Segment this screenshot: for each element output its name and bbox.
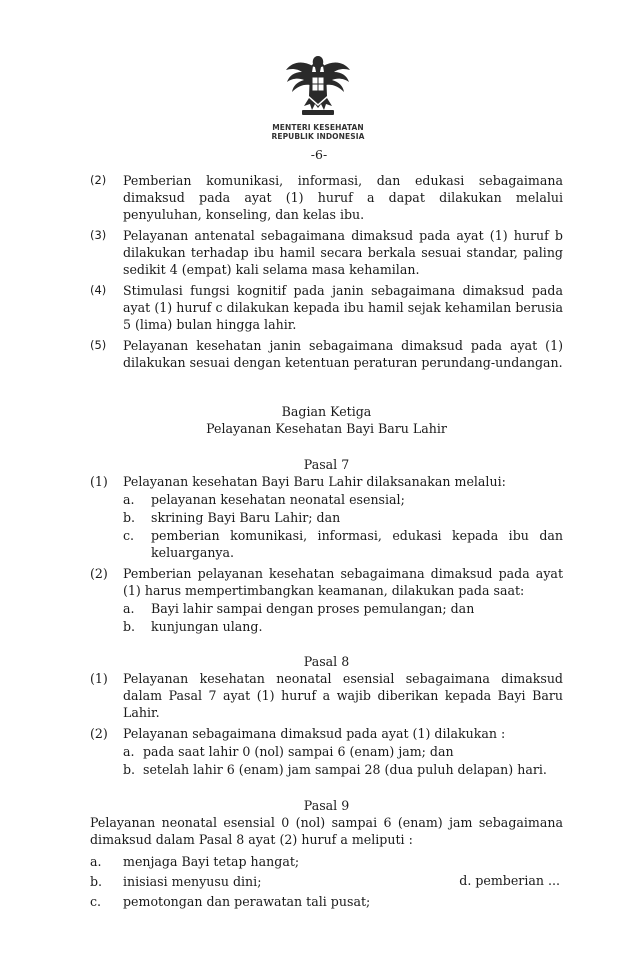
sub-item bbox=[123, 743, 563, 760]
sub-text: menjaga Bayi tetap hangat; bbox=[123, 854, 300, 869]
sub-label: b. bbox=[123, 762, 136, 777]
item-text: Pelayanan sebagaimana dimaksud pada ayat (1) dilakukan : bbox=[123, 726, 506, 741]
sub-label: c. bbox=[90, 894, 102, 909]
continuation-text: d. pemberian ... bbox=[459, 873, 560, 888]
pasal-8-heading: Pasal 8 bbox=[303, 654, 350, 669]
item-number: (5) bbox=[90, 338, 107, 352]
list-item bbox=[90, 725, 563, 742]
item-number: (1) bbox=[90, 474, 108, 489]
sub-item bbox=[123, 491, 563, 508]
list-item bbox=[90, 670, 563, 721]
document-body bbox=[90, 172, 563, 911]
list-item bbox=[90, 565, 563, 599]
sub-label: b. bbox=[123, 619, 136, 634]
pasal-7-heading: Pasal 7 bbox=[303, 457, 350, 472]
sub-label: a. bbox=[123, 601, 135, 616]
item-number: (4) bbox=[90, 283, 107, 297]
sub-text: setelah lahir 6 (enam) jam sampai 28 (dua puluh delapan) hari. bbox=[143, 762, 547, 777]
sub-text: pelayanan kesehatan neonatal esensial; bbox=[151, 492, 405, 507]
sub-list bbox=[123, 600, 563, 635]
sub-text: pemberian komunikasi, informasi, edukasi kepada ibu dan keluarganya. bbox=[151, 528, 563, 560]
pasal-9-intro: Pelayanan neonatal esensial 0 (nol) sampai 6 (enam) jam sebagaimana dimaksud dalam Pasal 8 ayat (2) huruf a meliputi : bbox=[90, 815, 563, 847]
item-number: (2) bbox=[90, 566, 108, 581]
list-item bbox=[90, 227, 563, 278]
list-item bbox=[90, 172, 563, 223]
sub-item bbox=[90, 893, 563, 910]
item-text: Pelayanan antenatal sebagaimana dimaksud pada ayat (1) huruf b dilakukan terhadap ibu hamil secara berkala sesuai standar, paling sedikit 4 (empat) kali selama masa kehamilan. bbox=[123, 228, 563, 277]
sub-label: b. bbox=[123, 510, 136, 525]
sub-label: a. bbox=[123, 744, 135, 759]
sub-text: inisiasi menyusu dini; bbox=[123, 874, 262, 889]
item-number: (1) bbox=[90, 671, 108, 686]
item-text: Pelayanan kesehatan Bayi Baru Lahir dilaksanakan melalui: bbox=[123, 474, 506, 489]
sub-text: pemotongan dan perawatan tali pusat; bbox=[123, 894, 371, 909]
list-item bbox=[90, 337, 563, 371]
sub-list bbox=[123, 491, 563, 561]
section-subtitle: Pelayanan Kesehatan Bayi Baru Lahir bbox=[206, 421, 447, 436]
item-number: (2) bbox=[90, 726, 108, 741]
item-text: Pemberian pelayanan kesehatan sebagaimana dimaksud pada ayat (1) harus mempertimbangkan keamanan, dilakukan pada saat: bbox=[123, 566, 563, 598]
sub-text: skrining Bayi Baru Lahir; dan bbox=[151, 510, 341, 525]
ministry-line-1: MENTERI KESEHATAN bbox=[272, 123, 364, 132]
sub-text: pada saat lahir 0 (nol) sampai 6 (enam) jam; dan bbox=[143, 744, 454, 759]
item-number: (3) bbox=[90, 228, 107, 242]
sub-text: Bayi lahir sampai dengan proses pemulangan; dan bbox=[151, 601, 475, 616]
list-item bbox=[90, 473, 563, 490]
item-text: Pelayanan kesehatan neonatal esensial sebagaimana dimaksud dalam Pasal 7 ayat (1) huruf a wajib diberikan kepada Bayi Baru Lahir. bbox=[123, 671, 563, 720]
list-item bbox=[90, 282, 563, 333]
sub-label: a. bbox=[90, 854, 102, 869]
pasal-9-heading: Pasal 9 bbox=[303, 798, 350, 813]
sub-label: c. bbox=[123, 528, 135, 543]
item-text: Pemberian komunikasi, informasi, dan edukasi sebagaimana dimaksud pada ayat (1) huruf a dapat dilakukan melalui penyuluhan, konseling, dan kelas ibu. bbox=[123, 173, 563, 222]
sub-label: b. bbox=[90, 874, 103, 889]
item-text: Pelayanan kesehatan janin sebagaimana dimaksud pada ayat (1) dilakukan sesuai dengan ketentuan peraturan perundang-undangan. bbox=[123, 338, 563, 370]
sub-item bbox=[123, 527, 563, 561]
sub-item bbox=[123, 509, 563, 526]
ministry-line-2: REPUBLIK INDONESIA bbox=[271, 131, 365, 141]
sub-label: a. bbox=[123, 492, 135, 507]
item-text: Stimulasi fungsi kognitif pada janin sebagaimana dimaksud pada ayat (1) huruf c dilakukan kepada ibu hamil sejak kehamilan berusia 5 (lima) bulan hingga lahir. bbox=[123, 283, 563, 332]
sub-text: kunjungan ulang. bbox=[151, 619, 263, 634]
item-number: (2) bbox=[90, 173, 107, 187]
sub-item bbox=[90, 853, 563, 870]
page-number: -6- bbox=[310, 147, 328, 162]
sub-item bbox=[123, 618, 563, 635]
section-title: Bagian Ketiga bbox=[281, 404, 372, 419]
sub-item bbox=[123, 761, 563, 778]
sub-item bbox=[123, 600, 563, 617]
garuda-emblem-icon bbox=[284, 52, 352, 118]
ministry-label bbox=[218, 124, 418, 141]
sub-list bbox=[123, 743, 563, 778]
